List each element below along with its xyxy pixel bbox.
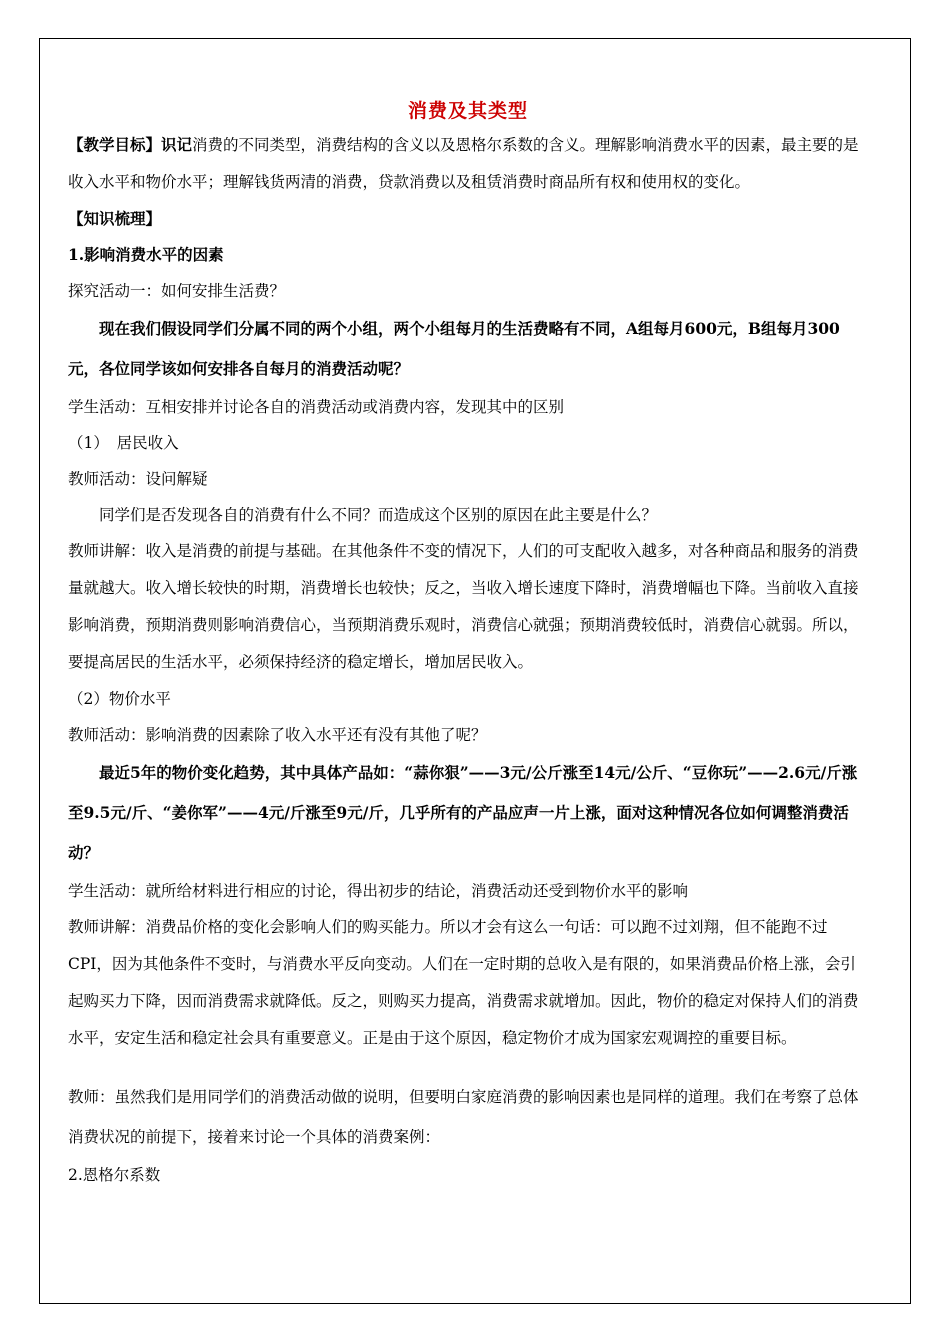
spacer <box>68 1057 868 1077</box>
student-activity-1: 学生活动：互相安排并讨论各自的消费活动或消费内容，发现其中的区别 <box>68 398 565 416</box>
teaching-goal <box>68 126 868 201</box>
scenario-paragraph: 现在我们假设同学们分属不同的两个小组，两个小组每月的生活费略有不同，A组每月600元，B组每月300元，各位同学该如何安排各自每月的消费活动呢？ <box>68 319 840 378</box>
teacher-lecture-1: 教师讲解：收入是消费的前提与基础。在其他条件不变的情况下，人们的可支配收入越多，对各种商品和服务的消费量就越大。收入增长较快的时期，消费增长也较快；反之，当收入增长速度下降时，消费增幅也下降。当前收入直接影响消费，预期消费则影响消费信心，当预期消费乐观时，消费信心就强；预期消费较低时，消费信心就弱。所以，要提高居民的生活水平，必须保持经济的稳定增长，增加居民收入。 <box>68 542 859 671</box>
document-title: 消费及其类型 <box>407 100 528 122</box>
teacher-activity-2: 教师活动：影响消费的因素除了收入水平还有没有其他了呢？ <box>68 726 487 744</box>
activity1: 探究活动一：如何安排生活费？ <box>68 282 286 300</box>
subheading-price: （2）物价水平 <box>68 690 171 708</box>
subheading-income: （1） 居民收入 <box>68 434 179 452</box>
question-paragraph: 同学们是否发现各自的消费有什么不同？而造成这个区别的原因在此主要是什么？ <box>99 506 658 524</box>
teacher-lecture-2: 教师讲解：消费品价格的变化会影响人们的购买能力。所以才会有这么一句话：可以跑不过刘翔，但不能跑不过CPI，因为其他条件不变时，与消费水平反向变动。人们在一定时期的总收入是有限的，如果消费品价格上涨，会引起购买力下降，因而消费需求就降低。反之，则购买力提高，消费需求就增加。因此，物价的稳定对保持人们的消费水平，安定生活和稳定社会具有重要意义。正是由于这个原因，稳定物价才成为国家宏观调控的重要目标。 <box>68 918 859 1047</box>
goal-text: 消费的不同类型，消费结构的含义以及恩格尔系数的含义。理解影响消费水平的因素，最主要的是收入水平和物价水平；理解钱货两清的消费，贷款消费以及租赁消费时商品所有权和使用权的变化。 <box>68 136 859 191</box>
teacher-activity-1: 教师活动：设问解疑 <box>68 470 208 488</box>
goal-keyword: 识记 <box>161 135 193 154</box>
knowledge-heading: 【知识梳理】 <box>68 209 162 228</box>
student-activity-2: 学生活动：就所给材料进行相应的讨论，得出初步的结论，消费活动还受到物价水平的影响 <box>68 882 689 900</box>
document-body <box>68 96 868 1193</box>
section2-heading: 2.恩格尔系数 <box>68 1166 161 1184</box>
teacher-summary: 教师：虽然我们是用同学们的消费活动做的说明，但要明白家庭消费的影响因素也是同样的道理。我们在考察了总体消费状况的前提下，接着来讨论一个具体的消费案例： <box>68 1088 859 1146</box>
price-scenario-paragraph: 最近5年的物价变化趋势，其中具体产品如：“蒜你狠”——3元/公斤涨至14元/公斤、“豆你玩”——2.6元/斤涨至9.5元/斤、“姜你军”——4元/斤涨至9元/斤，几乎所有的产品应声一片上涨，面对这种情况各位如何调整消费活动？ <box>68 763 858 862</box>
section1-heading: 1.影响消费水平的因素 <box>68 245 224 264</box>
goal-label: 【教学目标】 <box>68 135 162 154</box>
